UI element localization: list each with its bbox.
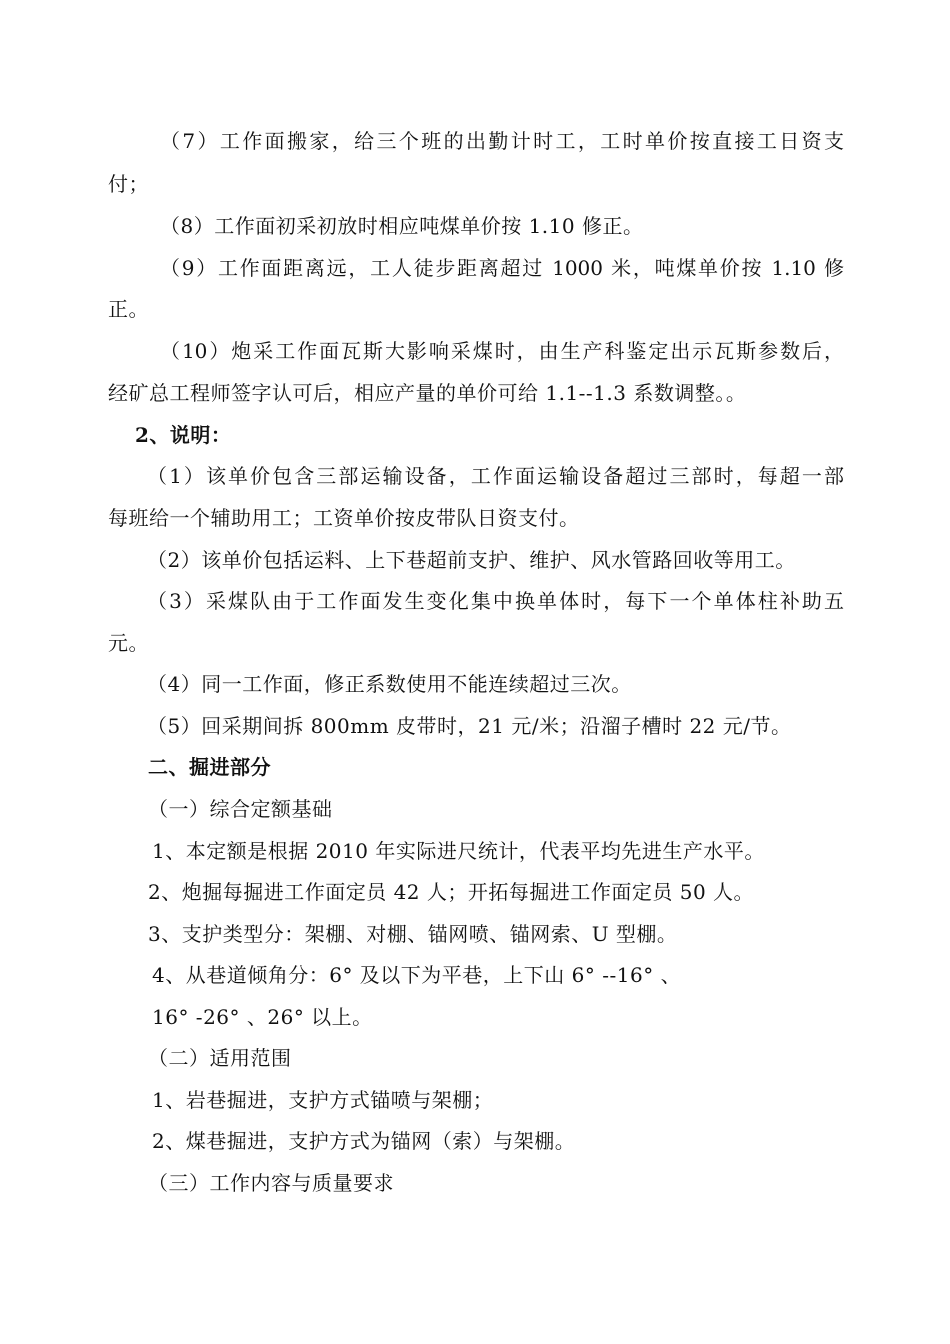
paragraph-line-9-part1: （9）工作面距离远，工人徒步距离超过 1000 米，吨煤单价按 1.10 修 [160,256,844,280]
basis-item-4-part2: 16° -26° 、26° 以上。 [152,1005,373,1029]
section-heading-excavation: 二、掘进部分 [148,755,271,779]
basis-item-4-part1: 4、从巷道倾角分：6° 及以下为平巷，上下山 6° --16° 、 [152,963,682,987]
section-heading-notes: 2、说明： [135,423,232,447]
paragraph-line-10-part1: （10）炮采工作面瓦斯大影响采煤时，由生产科鉴定出示瓦斯参数后， [160,339,844,363]
note-line-1-part2: 每班给一个辅助用工；工资单价按皮带队日资支付。 [108,506,580,530]
note-line-1-part1: （1）该单价包含三部运输设备，工作面运输设备超过三部时，每超一部 [147,464,844,488]
subsection-heading-scope: （二）适用范围 [148,1046,292,1070]
basis-item-1: 1、本定额是根据 2010 年实际进尺统计，代表平均先进生产水平。 [152,839,765,863]
note-line-3-part1: （3）采煤队由于工作面发生变化集中换单体时，每下一个单体柱补助五 [147,589,844,613]
basis-item-2: 2、炮掘每掘进工作面定员 42 人；开拓每掘进工作面定员 50 人。 [148,880,755,904]
scope-item-2: 2、煤巷掘进，支护方式为锚网（索）与架棚。 [152,1129,576,1153]
scope-item-1: 1、岩巷掘进，支护方式锚喷与架棚； [152,1088,494,1112]
subsection-heading-requirements: （三）工作内容与质量要求 [148,1171,394,1195]
subsection-heading-basis: （一）综合定额基础 [148,797,333,821]
paragraph-line-7-part2: 付； [108,172,149,196]
note-line-2: （2）该单价包括运料、上下巷超前支护、维护、风水管路回收等用工。 [147,548,796,572]
note-line-4: （4）同一工作面，修正系数使用不能连续超过三次。 [147,672,632,696]
paragraph-line-9-part2: 正。 [108,297,149,321]
paragraph-line-10-part2: 经矿总工程师签字认可后，相应产量的单价可给 1.1--1.3 系数调整。。 [108,381,747,405]
note-line-5: （5）回采期间拆 800mm 皮带时，21 元/米；沿溜子槽时 22 元/节。 [147,714,792,738]
basis-item-3: 3、支护类型分：架棚、对棚、锚网喷、锚网索、U 型棚。 [148,922,678,946]
paragraph-line-7-part1: （7）工作面搬家，给三个班的出勤计时工，工时单价按直接工日资支 [160,129,844,153]
note-line-3-part2: 元。 [108,631,149,655]
paragraph-line-8: （8）工作面初采初放时相应吨煤单价按 1.10 修正。 [160,214,644,238]
